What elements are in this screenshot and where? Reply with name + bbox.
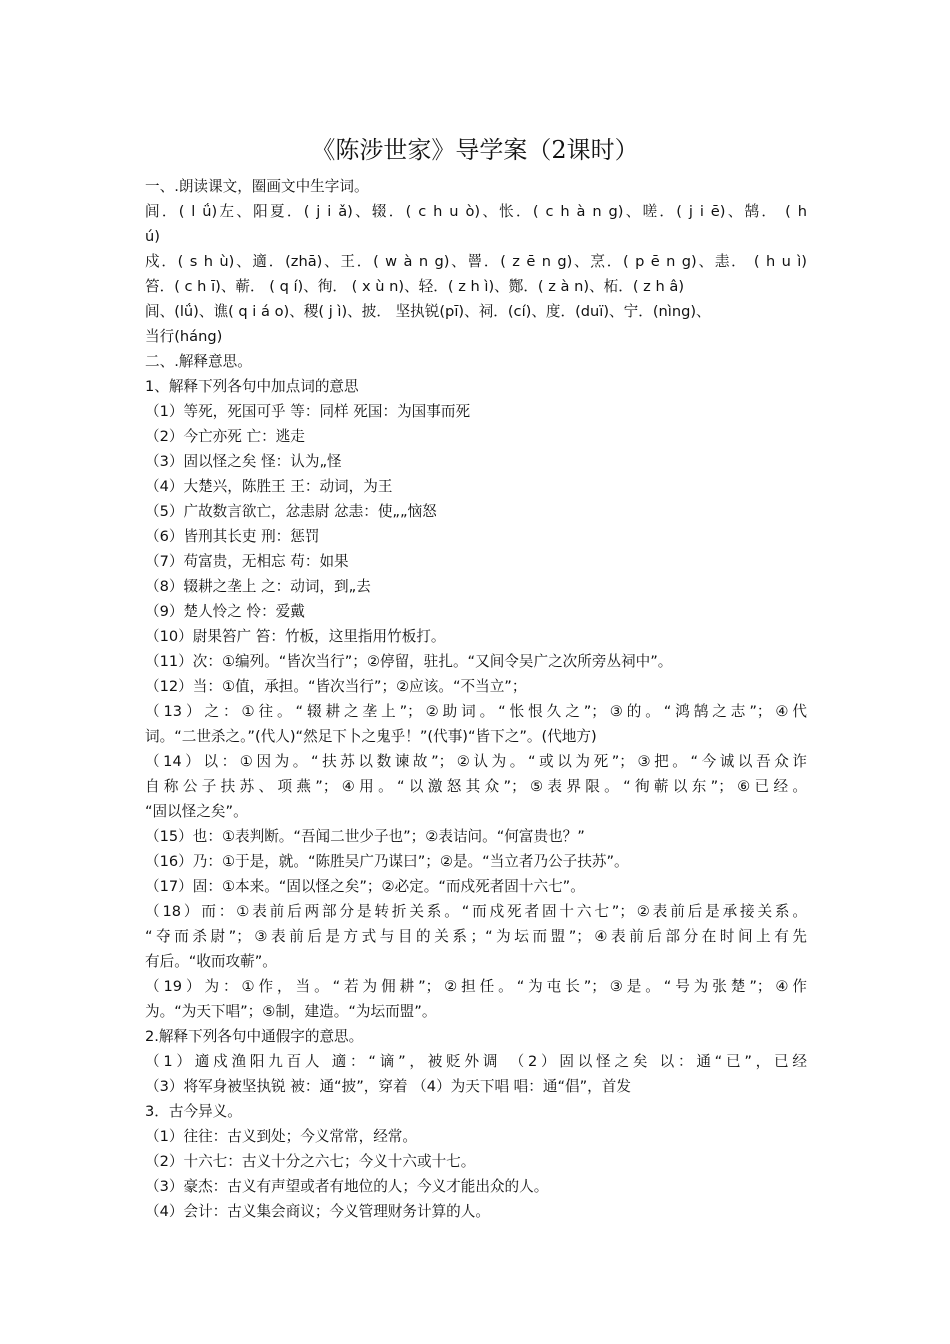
text-line: “固以怪之矣”。 <box>145 803 248 820</box>
text-line: 1、解释下列各句中加点词的意思 <box>145 378 359 395</box>
text-line: （1）往往：古义到处；今义常常，经常。 <box>145 1128 417 1145</box>
text-line: 自称公子扶苏、项燕”；④用。“以激怒其众”；⑤表界限。“徇蕲以东”；⑥已经。 <box>145 778 807 795</box>
text-line: （9）楚人怜之 怜：爱戴 <box>145 603 305 620</box>
text-line: 闾、(lǘ)、谯( q i á o)、稷( j ì)、披． 坚执锐(pī)、祠．(cí)、度．(duï)、宁．(nìng)、 <box>145 303 711 320</box>
text-line: （15）也：①表判断。“吾闻二世少子也”；②表诘问。“何富贵也？” <box>145 828 585 845</box>
text-line: （4）大楚兴，陈胜王 王：动词，为王 <box>145 478 393 495</box>
text-line: （3）固以怪之矣 怪：认为„怪 <box>145 453 342 470</box>
text-line: 3．古今异义。 <box>145 1103 242 1120</box>
text-line: （19）为：①作，当。“若为佣耕”；②担任。“为屯长”；③是。“号为张楚”；④作 <box>145 978 807 995</box>
page-title: 《陈涉世家》导学案（2课时） <box>311 136 639 164</box>
text-line: 为。“为天下唱”；⑤制，建造。“为坛而盟”。 <box>145 1003 437 1020</box>
text-line: （16）乃：①于是，就。“陈胜吴广乃谋曰”；②是。“当立者乃公子扶苏”。 <box>145 853 629 870</box>
text-line: 一、.朗读课文，圈画文中生字词。 <box>145 178 369 195</box>
text-line: （11）次：①编列。“皆次当行”；②停留，驻扎。“又间令吴广之次所旁丛祠中”。 <box>145 653 673 670</box>
text-line: （2）十六七：古义十分之六七；今义十六或十七。 <box>145 1153 476 1170</box>
text-line: 2.解释下列各句中通假字的意思。 <box>145 1028 364 1045</box>
text-line: 当行(háng) <box>145 328 223 345</box>
text-line: （14）以：①因为。“扶苏以数谏故”；②认为。“或以为死”；③把。“今诚以吾众诈 <box>145 753 807 770</box>
text-line: （1）等死，死国可乎 等：同样 死国：为国事而死 <box>145 403 471 420</box>
text-line: （8）辍耕之垄上 之：动词，到„去 <box>145 578 371 595</box>
text-line: （17）固：①本来。“固以怪之矣”；②必定。“而戍死者固十六七”。 <box>145 878 585 895</box>
text-line: （3）将军身被坚执锐 被：通“披”，穿着 （4）为天下唱 唱：通“倡”，首发 <box>145 1078 631 1095</box>
text-line: 有后。“收而攻蕲”。 <box>145 953 277 970</box>
text-line: 闾．( l ǘ)左、阳夏．( j i ǎ)、辍．( c h u ò)、怅．( c h à n g)、嗟．( j i ē)、鹄． ( h <box>145 203 807 220</box>
text-line: “夺而杀尉”；③表前后是方式与目的关系；“为坛而盟”；④表前后部分在时间上有先 <box>145 928 807 945</box>
text-line: 戍．( s h ù)、適．(zhā)、王．( w à n g)、罾．( z ē n g)、烹．( p ē n g)、恚． ( h u ì) <box>145 253 807 270</box>
text-line: （6）皆刑其长吏 刑：惩罚 <box>145 528 320 545</box>
text-line: （12）当：①值，承担。“皆次当行”；②应该。“不当立”； <box>145 678 527 695</box>
document-body <box>145 174 807 1224</box>
text-line: （2）今亡亦死 亡：逃走 <box>145 428 305 445</box>
text-line: （3）豪杰：古义有声望或者有地位的人；今义才能出众的人。 <box>145 1178 549 1195</box>
text-line: 词。“二世杀之。”(代人)“然足下卜之鬼乎！”(代事)“皆下之”。(代地方) <box>145 728 597 745</box>
text-line: ú) <box>145 228 160 245</box>
text-line: （18）而：①表前后两部分是转折关系。“而戍死者固十六七”；②表前后是承接关系。 <box>145 903 807 920</box>
text-line: （1）適戍渔阳九百人 適：“谪”，被贬外调 （2）固以怪之矣 以：通“已”，已经 <box>145 1053 807 1070</box>
text-line: （13）之：①往。“辍耕之垄上”；②助词。“怅恨久之”；③的。“鸿鹄之志”；④代 <box>145 703 807 720</box>
text-line: （4）会计：古义集会商议；今义管理财务计算的人。 <box>145 1203 490 1220</box>
text-line: （5）广故数言欲亡，忿恚尉 忿恚：使„„恼怒 <box>145 503 437 520</box>
text-line: （7）苟富贵，无相忘 苟：如果 <box>145 553 349 570</box>
text-line: 二、.解释意思。 <box>145 353 252 370</box>
text-line: （10）尉果笞广 笞：竹板，这里指用竹板打。 <box>145 628 446 645</box>
text-line: 笞．( c h ī)、蕲． ( q í)、徇． ( x ù n)、轻．( z h ì)、酂．( z à n)、柘．( z h â) <box>145 278 685 295</box>
